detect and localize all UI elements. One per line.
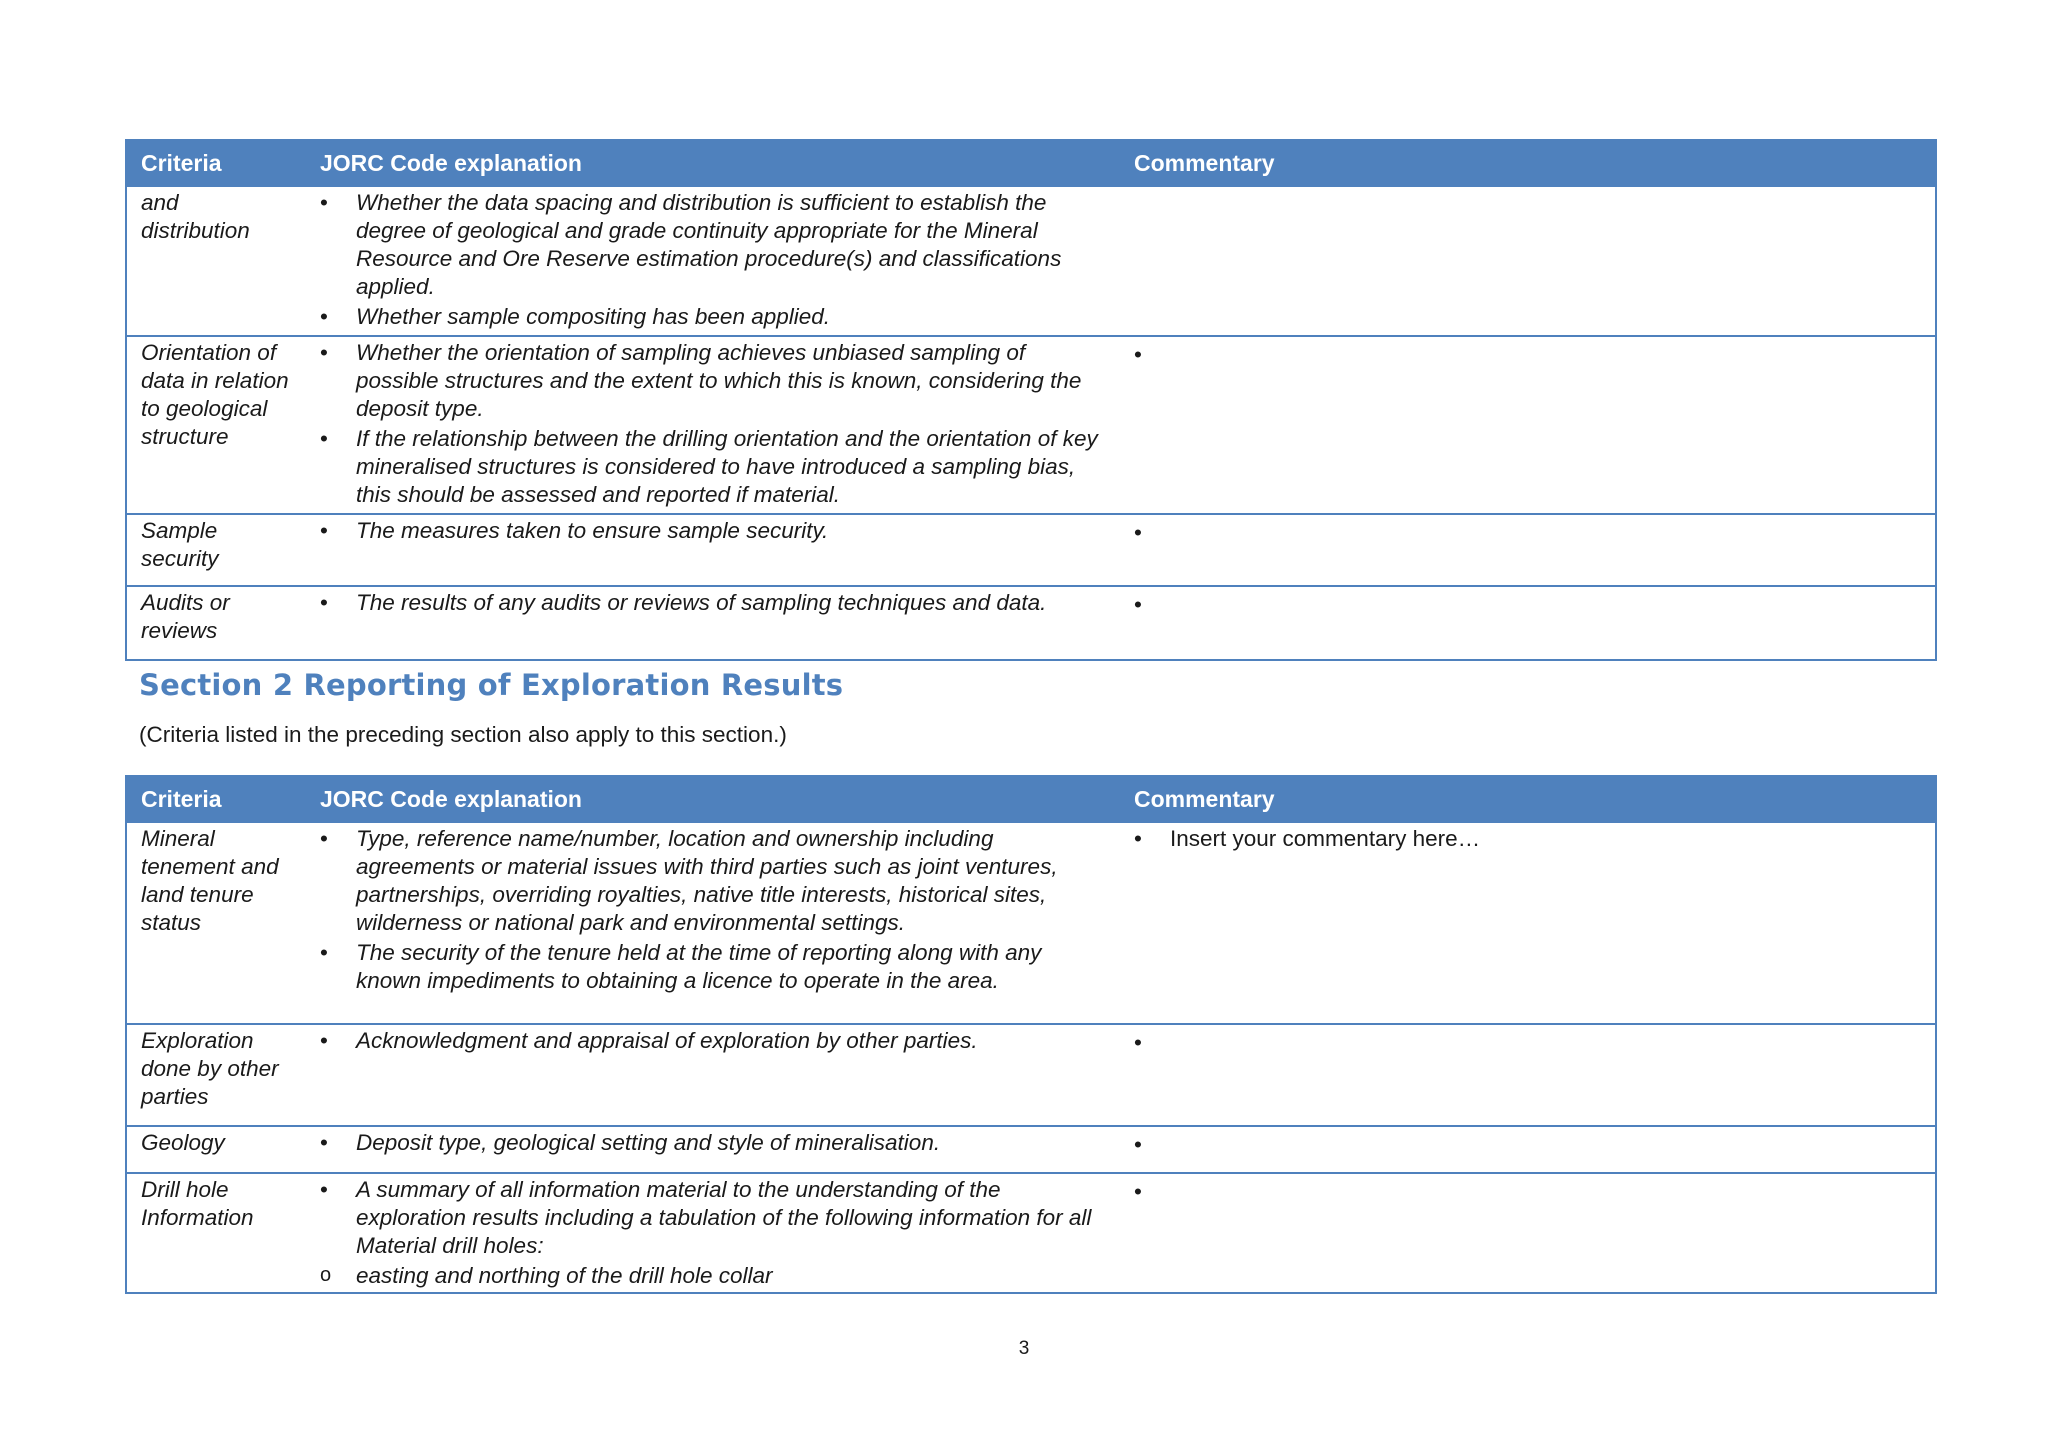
- explanation-item: • If the relationship between the drilling orientation and the orientation of key mineralised structures is considered to have introduced a sampling bias, this should be assessed and reported if material.: [320, 425, 1106, 509]
- explanation-cell: [306, 336, 1120, 514]
- explanation-cell: [306, 1173, 1120, 1293]
- commentary-cell: [1120, 1126, 1936, 1173]
- header-criteria: Criteria: [126, 140, 306, 186]
- criteria-cell: Orientation of data in relation to geological structure: [126, 336, 306, 514]
- criteria-cell: Exploration done by other parties: [126, 1024, 306, 1126]
- explanation-item: • A summary of all information material to the understanding of the exploration results including a tabulation of the following information for all Material drill holes:: [320, 1176, 1106, 1260]
- explanation-item: • The security of the tenure held at the time of reporting along with any known impediments to obtaining a licence to operate in the area.: [320, 939, 1106, 995]
- commentary-cell: [1120, 822, 1936, 1024]
- table-row: [126, 586, 1936, 660]
- explanation-cell: [306, 822, 1120, 1024]
- criteria-cell: Sample security: [126, 514, 306, 586]
- header-commentary: Commentary: [1120, 140, 1936, 186]
- explanation-item: • The results of any audits or reviews of sampling techniques and data.: [320, 589, 1106, 617]
- explanation-item: • The measures taken to ensure sample security.: [320, 517, 1106, 545]
- commentary-cell: [1120, 1024, 1936, 1126]
- commentary-cell: [1120, 514, 1936, 586]
- header-commentary: Commentary: [1120, 776, 1936, 822]
- table-row: [126, 822, 1936, 1024]
- page-number: 3: [1018, 1338, 1030, 1359]
- commentary-cell: [1120, 186, 1936, 336]
- criteria-table-section-1: [125, 139, 1937, 661]
- table-row: [126, 186, 1936, 336]
- table-row: [126, 1024, 1936, 1126]
- explanation-cell: [306, 586, 1120, 660]
- commentary-cell: [1120, 336, 1936, 514]
- table-header-row: [126, 140, 1936, 186]
- explanation-item: • Type, reference name/number, location and ownership including agreements or material issues with third parties such as joint ventures, partnerships, overriding royalties, native title interests, historical sites, wilderness or national park and environmental settings.: [320, 825, 1106, 937]
- criteria-cell: Audits or reviews: [126, 586, 306, 660]
- table-header-row: [126, 776, 1936, 822]
- header-jorc-explanation: JORC Code explanation: [306, 776, 1120, 822]
- commentary-cell: [1120, 586, 1936, 660]
- explanation-item: • Whether the data spacing and distribution is sufficient to establish the degree of geological and grade continuity appropriate for the Mineral Resource and Ore Reserve estimation procedure(s) and classifications applied.: [320, 189, 1106, 301]
- explanation-sub-item: o easting and northing of the drill hole collar: [320, 1262, 1106, 1290]
- explanation-item: • Whether sample compositing has been applied.: [320, 303, 1106, 331]
- explanation-cell: [306, 1024, 1120, 1126]
- criteria-table-section-2: [125, 775, 1937, 1294]
- table-row: [126, 336, 1936, 514]
- header-jorc-explanation: JORC Code explanation: [306, 140, 1120, 186]
- explanation-cell: [306, 514, 1120, 586]
- explanation-item: • Whether the orientation of sampling achieves unbiased sampling of possible structures and the extent to which this is known, considering the deposit type.: [320, 339, 1106, 423]
- explanation-cell: [306, 186, 1120, 336]
- explanation-item: • Acknowledgment and appraisal of exploration by other parties.: [320, 1027, 1106, 1055]
- table-row: [126, 514, 1936, 586]
- section-note: (Criteria listed in the preceding section also apply to this section.): [139, 722, 787, 747]
- commentary-item[interactable]: • Insert your commentary here…: [1134, 825, 1921, 853]
- criteria-cell: Geology: [126, 1126, 306, 1173]
- table-row: [126, 1173, 1936, 1293]
- criteria-cell: Mineral tenement and land tenure status: [126, 822, 306, 1024]
- criteria-cell: Drill hole Information: [126, 1173, 306, 1293]
- explanation-item: • Deposit type, geological setting and style of mineralisation.: [320, 1129, 1106, 1157]
- explanation-cell: [306, 1126, 1120, 1173]
- section-heading: Section 2 Reporting of Exploration Results: [139, 668, 844, 702]
- header-criteria: Criteria: [126, 776, 306, 822]
- commentary-cell: [1120, 1173, 1936, 1293]
- table-row: [126, 1126, 1936, 1173]
- criteria-cell: and distribution: [126, 186, 306, 336]
